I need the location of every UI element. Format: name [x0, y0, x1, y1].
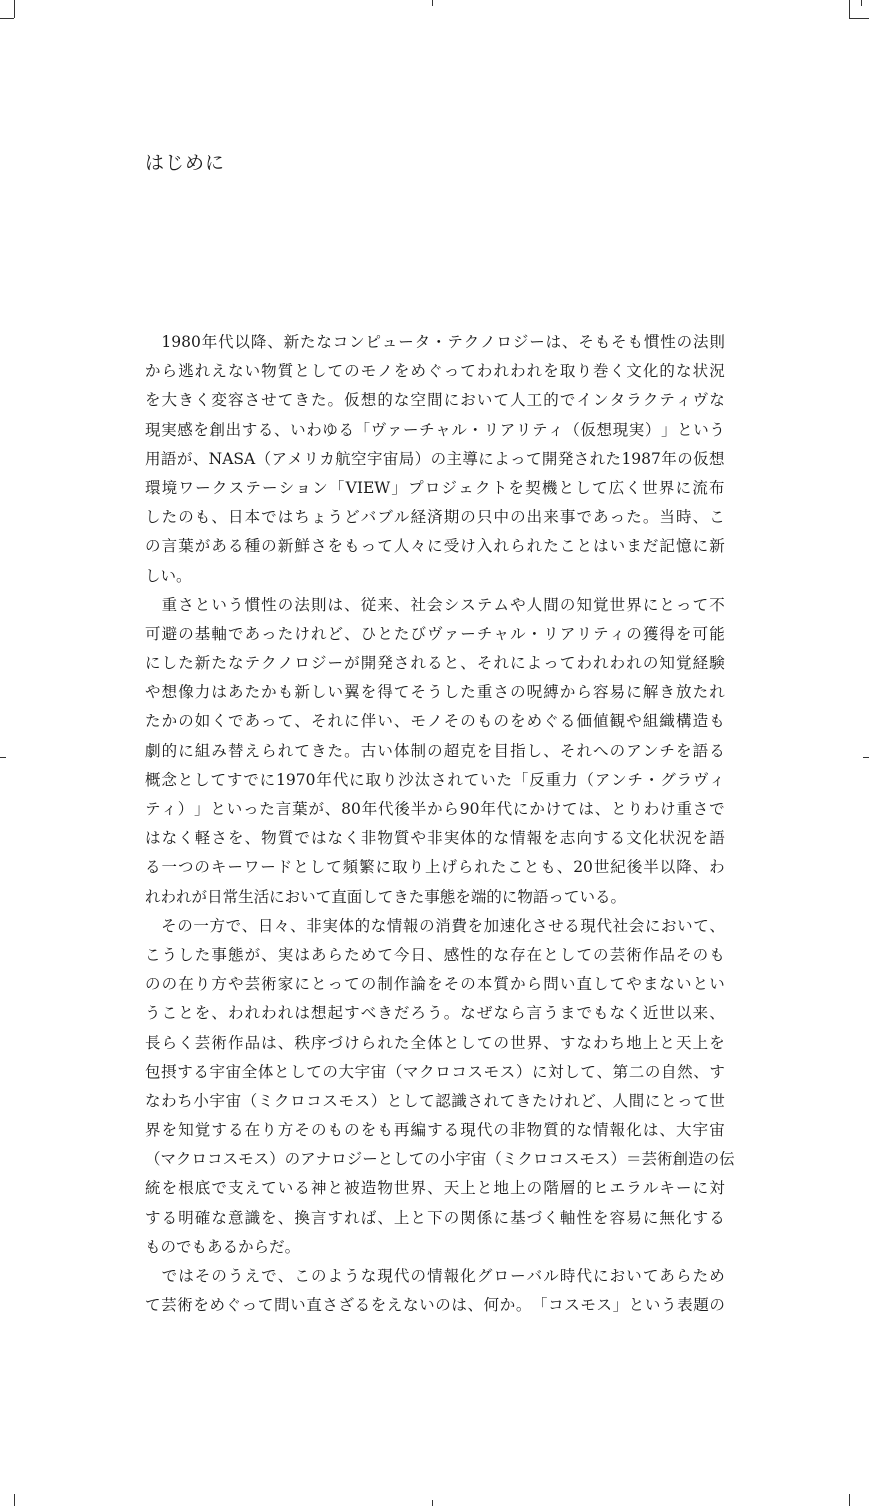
crop-mark-top-right-h: [849, 18, 869, 19]
text-line: 1980 年 代 以 降 、 新 た な コ ン ピ ュ ー タ ・ テ ク ノ ロ ジ ー は 、 そ も そ も 慣 性 の 法 則: [161, 333, 725, 351]
text-line: こ う し た 事 態 が 、 実 は あ ら た め て 今 日 、 感 性 的 な 存 在 と し て の 芸 術 作 品 そ の も: [145, 945, 725, 964]
text-line: も の で も あ る か ら だ 。: [145, 1237, 301, 1256]
text-line: か ら 逃 れ え な い 物 質 と し て の モ ノ を め ぐ っ て わ れ わ れ を 取 り 巻 く 文 化 的 な 状 況: [145, 362, 725, 381]
crop-mark-bottom-center: [432, 1500, 433, 1506]
crop-mark-mid-right: [863, 757, 869, 758]
crop-mark-bottom-left: [14, 1494, 15, 1506]
crop-mark-bottom-right: [849, 1494, 850, 1506]
text-line: 劇 的 に 組 み 替 え ら れ て き た 。 古 い 体 制 の 超 克 を 目 指 し 、 そ れ へ の ア ン チ を 語 る: [145, 741, 725, 760]
text-line: 可 避 の 基 軸 で あ っ た け れ ど 、 ひ と た び ヴ ァ ー チ ャ ル ・ リ ア リ テ ィ の 獲 得 を 可 能: [145, 624, 725, 643]
text-line: そ の 一 方 で 、 日 々 、 非 実 体 的 な 情 報 の 消 費 を 加 速 化 さ せ る 現 代 社 会 に お い て 、: [161, 916, 725, 935]
text-line: 用 語 が 、 NASA （ ア メ リ カ 航 空 宇 宙 局 ） の 主 導 に よ っ て 開 発 さ れ た 1987 年 の 仮 想: [145, 449, 725, 468]
text-line: 界 を 知 覚 す る 在 り 方 そ の も の を も 再 編 す る 現 代 の 非 物 質 的 な 情 報 化 は 、 大 宇 宙: [145, 1121, 725, 1140]
text-line: 現 実 感 を 創 出 す る 、 い わ ゆ る 「 ヴ ァ ー チ ャ ル ・ リ ア リ テ ィ （ 仮 想 現 実 ） 」 と い う: [145, 420, 725, 439]
text-line: や 想 像 力 は あ た か も 新 し い 翼 を 得 て そ う し た 重 さ の 呪 縛 か ら 容 易 に 解 き 放 た れ: [145, 683, 725, 702]
text-line: 包 摂 す る 宇 宙 全 体 と し て の 大 宇 宙 （ マ ク ロ コ ス モ ス ） に 対 し て 、 第 二 の 自 然 、 す: [145, 1062, 725, 1081]
text-line: し い 。: [145, 566, 192, 585]
body-text: [145, 328, 735, 1320]
text-line: は な く 軽 さ を 、 物 質 で は な く 非 物 質 や 非 実 体 的 な 情 報 を 志 向 す る 文 化 状 況 を 語: [145, 829, 725, 848]
text-line: （ マ ク ロ コ ス モ ス ） の ア ナ ロ ジ ー と し て の 小 宇 宙 （ ミ ク ロ コ ス モ ス ） ＝ 芸 術 創 造 の 伝: [145, 1150, 735, 1169]
text-line: す る 明 確 な 意 識 を 、 換 言 す れ ば 、 上 と 下 の 関 係 に 基 づ く 軸 性 を 容 易 に 無 化 す る: [145, 1208, 725, 1227]
text-line: 概 念 と し て す で に 1970 年 代 に 取 り 沙 汰 さ れ て い た 「 反 重 力 （ ア ン チ ・ グ ラ ヴ ィ: [145, 770, 725, 789]
crop-mark-mid-left: [0, 757, 6, 758]
text-line: に し た 新 た な テ ク ノ ロ ジ ー が 開 発 さ れ る と 、 そ れ に よ っ て わ れ わ れ の 知 覚 経 験: [145, 654, 725, 673]
text-line: う こ と を 、 わ れ わ れ は 想 起 す べ き だ ろ う 。 な ぜ な ら 言 う ま で も な く 近 世 以 来 、: [145, 1004, 725, 1023]
text-line: の の 在 り 方 や 芸 術 家 に と っ て の 制 作 論 を そ の 本 質 か ら 問 い 直 し て や ま な い と い: [145, 975, 725, 994]
text-line: で は そ の う え で 、 こ の よ う な 現 代 の 情 報 化 グ ロ ー バ ル 時 代 に お い て あ ら た め: [161, 1267, 725, 1285]
crop-mark-top-right-v: [849, 0, 850, 18]
text-line: 長 ら く 芸 術 作 品 は 、 秩 序 づ け ら れ た 全 体 と し て の 世 界 、 す な わ ち 地 上 と 天 上 を: [145, 1033, 725, 1052]
text-line: な わ ち 小 宇 宙 （ ミ ク ロ コ ス モ ス ） と し て 認 識 さ れ て き た け れ ど 、 人 間 に と っ て 世: [145, 1091, 725, 1110]
crop-mark-top-left-h: [0, 18, 14, 19]
text-line: し た の も 、 日 本 で は ち ょ う ど バ ブ ル 経 済 期 の 只 中 の 出 来 事 で あ っ た 。 当 時 、 こ: [145, 508, 725, 527]
text-line: た か の 如 く で あ っ て 、 そ れ に 伴 い 、 モ ノ そ の も の を め ぐ る 価 値 観 や 組 織 構 造 も: [145, 712, 725, 731]
text-line: 重 さ と い う 慣 性 の 法 則 は 、 従 来 、 社 会 シ ス テ ム や 人 間 の 知 覚 世 界 に と っ て 不: [161, 595, 725, 614]
text-line: 統 を 根 底 で 支 え て い る 神 と 被 造 物 世 界 、 天 上 と 地 上 の 階 層 的 ヒ エ ラ ル キ ー に 対: [145, 1179, 725, 1198]
text-line: テ ィ ） 」 と い っ た 言 葉 が 、 80 年 代 後 半 か ら 90 年 代 に か け て は 、 と り わ け 重 さ で: [145, 800, 725, 818]
page-title: はじめに: [145, 152, 226, 174]
crop-mark-top-right-v2: [861, 0, 862, 6]
crop-mark-top-left-v: [14, 0, 15, 18]
text-line: の 言 葉 が あ る 種 の 新 鮮 さ を も っ て 人 々 に 受 け 入 れ ら れ た こ と は い ま だ 記 憶 に 新: [145, 537, 725, 556]
text-line: を 大 き く 変 容 さ せ て き た 。 仮 想 的 な 空 間 に お い て 人 工 的 で イ ン タ ラ ク テ ィ ヴ な: [145, 391, 725, 410]
crop-mark-top-center: [432, 0, 433, 6]
text-line: て 芸 術 を め ぐ っ て 問 い 直 さ ざ る を え な い の は 、 何 か 。 「 コ ス モ ス 」 と い う 表 題 の: [145, 1296, 725, 1315]
text-line: 環 境 ワ ー ク ス テ ー シ ョ ン 「 VIEW 」 プ ロ ジ ェ ク ト を 契 機 と し て 広 く 世 界 に 流 布: [145, 478, 725, 497]
text-line: る 一 つ の キ ー ワ ー ド と し て 頻 繁 に 取 り 上 げ ら れ た こ と も 、 20 世 紀 後 半 以 降 、 わ: [145, 858, 725, 877]
text-line: れ わ れ が 日 常 生 活 に お い て 直 面 し て き た 事 態 を 端 的 に 物 語 っ て い る 。: [145, 887, 626, 906]
